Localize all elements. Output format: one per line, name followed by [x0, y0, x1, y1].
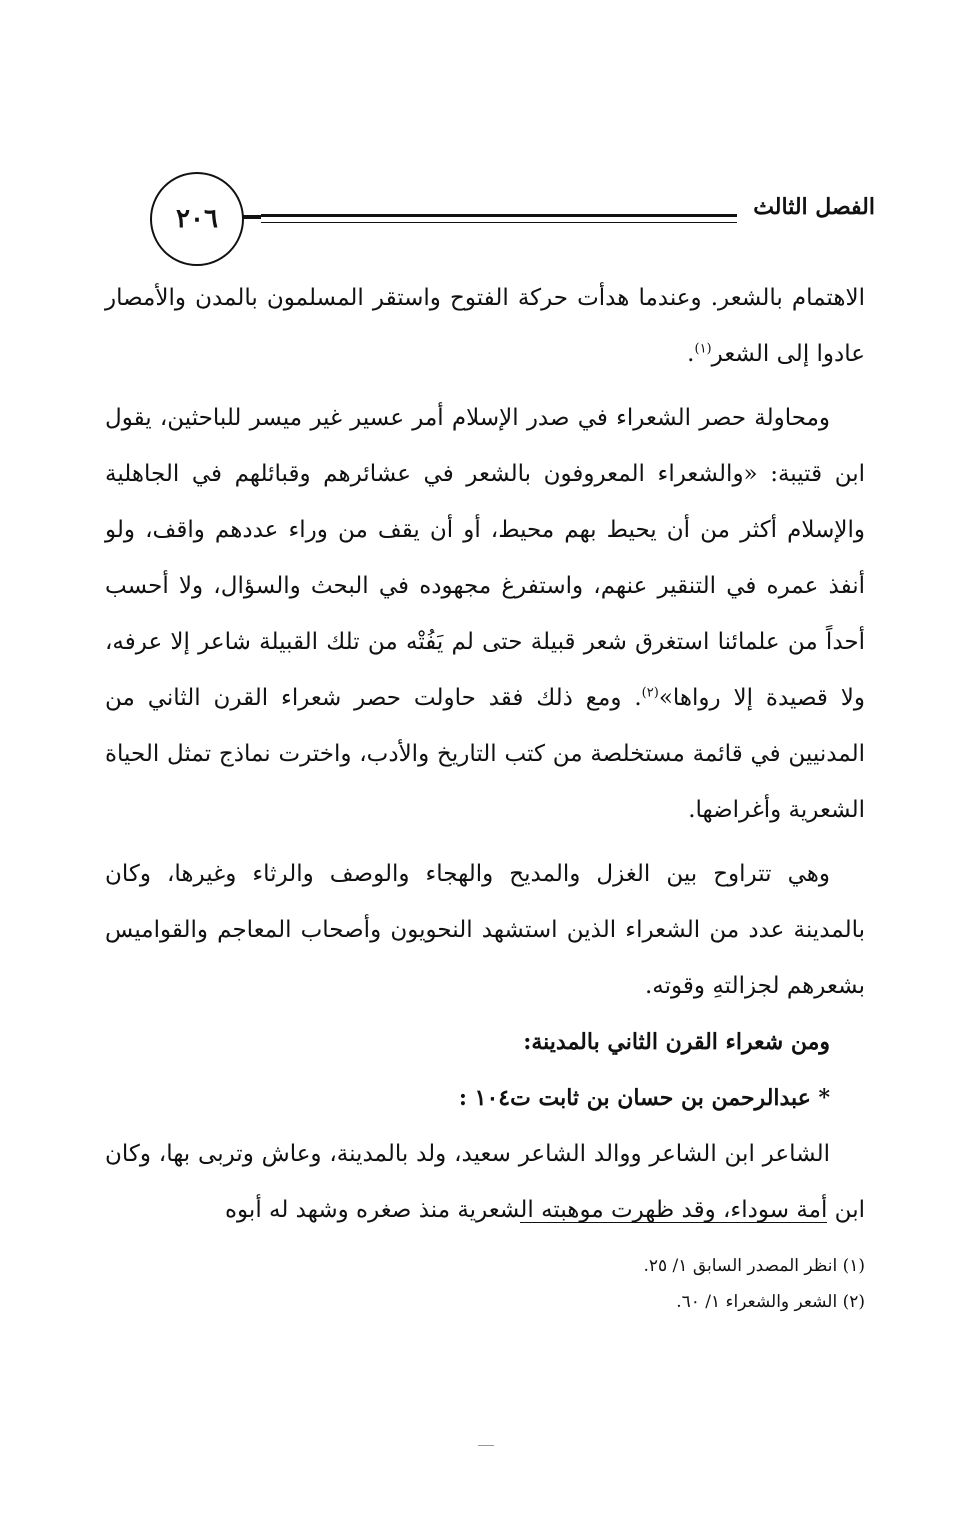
paragraph-1-text: الاهتمام بالشعر. وعندما هدأت حركة الفتوح واستقر المسلمون بالمدن والأمصار عادوا إلى الشعر: [105, 285, 865, 367]
header-rule: [261, 214, 737, 223]
paragraph-1: [105, 270, 865, 382]
footnote-ref-2: (٢): [641, 685, 659, 701]
footnote-1: (١) انظر المصدر السابق ١/ ٢٥.: [643, 1256, 865, 1276]
page-number: ٢٠٦: [176, 204, 218, 234]
paragraph-2-tail: . ومع ذلك فقد حاولت حصر شعراء القرن الثاني من المدنيين في قائمة مستخلصة من كتب التاريخ والأدب، واخترت نماذج تمثل الحياة الشعرية وأغراضها.: [105, 685, 865, 823]
page-number-circle: [150, 172, 244, 266]
body-text: [105, 270, 865, 1238]
paragraph-2-text: ومحاولة حصر الشعراء في صدر الإسلام أمر عسير غير ميسر للباحثين، يقول ابن قتيبة: «والشعراء المعروفون بالشعر في عشائرهم وقبائلهم في الجاهلية والإسلام أكثر من أن يحيط بهم محيط، أو أن يقف من وراء عددهم واقف، ولو أنفذ عمره في التنقير عنهم، واستفرغ مجهوده في البحث والسؤال، ولا أحسب أحداً من علمائنا استغرق شعر قبيلة حتى لم يَفُتْه من تلك القبيلة شاعر إلا عرفه، ولا قصيدة إلا رواها»: [105, 405, 866, 711]
footnote-2: (٢) الشعر والشعراء ١/ ٦٠.: [676, 1292, 865, 1312]
paragraph-3: وهي تتراوح بين الغزل والمديح والهجاء والوصف والرثاء وغيرها، وكان بالمدينة عدد من الشعراء الذين استشهد النحويون وأصحاب المعاجم والقواميس بشعرهم لجزالتهِ وقوته.: [105, 861, 865, 999]
paragraph-1-end: .: [687, 341, 695, 367]
footnote-divider: [520, 1222, 827, 1223]
page-header: [100, 172, 875, 267]
chapter-title: الفصل الثالث: [753, 194, 875, 220]
paragraph-2: [105, 390, 865, 838]
poet-heading: * عبدالرحمن بن حسان بن ثابت ت١٠٤ :: [458, 1085, 830, 1111]
bottom-mark: [478, 1445, 494, 1446]
footnote-ref-1: (١): [694, 341, 712, 357]
section-heading: ومن شعراء القرن الثاني بالمدينة:: [523, 1029, 830, 1055]
footnotes: [500, 1248, 865, 1320]
paragraph-4: الشاعر ابن الشاعر ووالد الشاعر سعيد، ولد بالمدينة، وعاش وتربى بها، وكان ابن أمة سوداء، وقد ظهرت موهبته الشعرية منذ صغره وشهد له أبوه: [105, 1141, 865, 1223]
